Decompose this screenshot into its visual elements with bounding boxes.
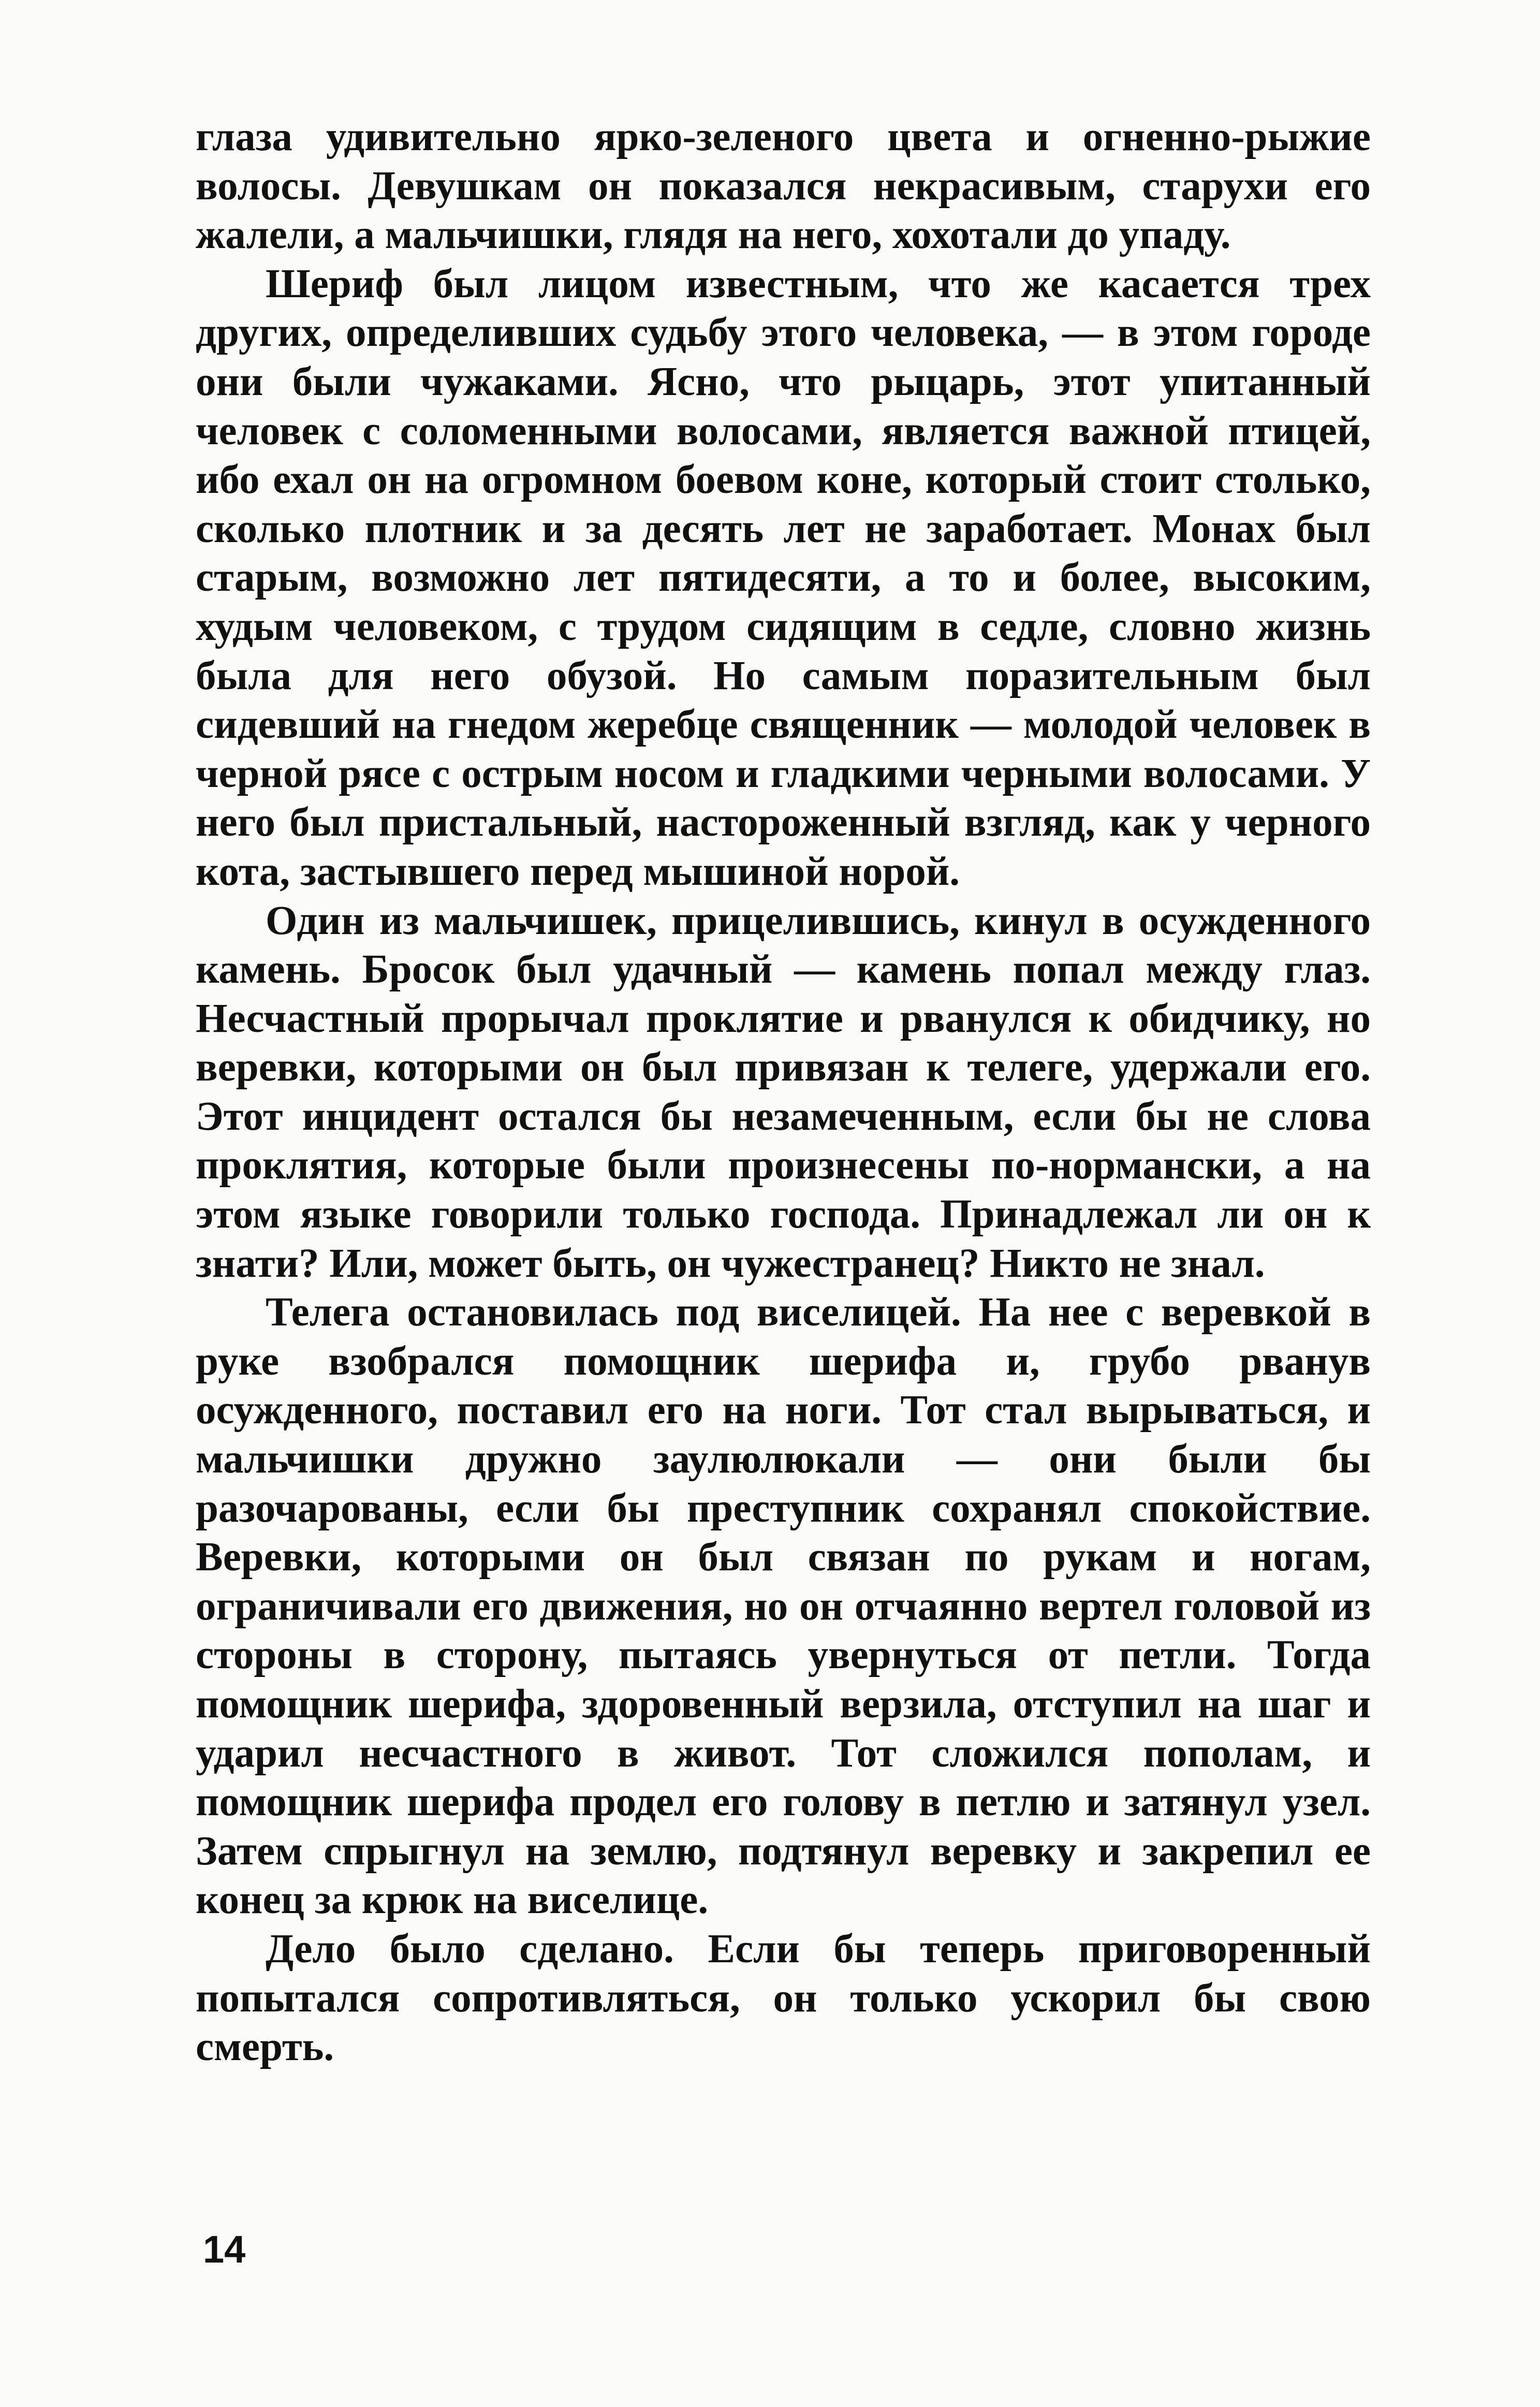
- paragraph: Шериф был лицом известным, что же касается трех других, определивших судьбу этого человека, — в этом городе они были чужаками. Ясно, что рыцарь, этот упитанный человек с соломенными волосами, является важной птицей, ибо ехал он на огромном боевом коне, который стоит столько, сколько плотник и за десять лет не заработает. Монах был старым, возможно лет пятидесяти, а то и более, высоким, худым человеком, с трудом сидящим в седле, словно жизнь была для него обузой. Но самым поразительным был сидевший на гнедом жеребце священник — молодой человек в черной рясе с острым носом и гладкими черными волосами. У него был пристальный, настороженный взгляд, как у черного кота, застывшего перед мышиной норой.: [196, 261, 1371, 894]
- paragraph: глаза удивительно ярко-зеленого цвета и огненно-рыжие волосы. Девушкам он показался некрасивым, старухи его жалели, а мальчишки, глядя на него, хохотали до упаду.: [196, 114, 1371, 258]
- page-number: 14: [203, 2228, 246, 2271]
- paragraph: Дело было сделано. Если бы теперь приговоренный попытался сопротивляться, он только ускорил бы свою смерть.: [196, 1926, 1371, 2070]
- paragraph: Один из мальчишек, прицелившись, кинул в осужденного камень. Бросок был удачный — камень попал между глаз. Несчастный прорычал проклятие и рванулся к обидчику, но веревки, которыми он был привязан к телеге, удержали его. Этот инцидент остался бы незамеченным, если бы не слова проклятия, которые были произнесены по-нормански, а на этом языке говорили только господа. Принадлежал ли он к знати? Или, может быть, он чужестранец? Никто не знал.: [196, 898, 1371, 1286]
- body-text: [196, 113, 1371, 2072]
- paragraph: Телега остановилась под виселицей. На нее с веревкой в руке взобрался помощник шерифа и, грубо рванув осужденного, поставил его на ноги. Тот стал вырываться, и мальчишки дружно заулюлюкали — они были бы разочарованы, если бы преступник сохранял спокойствие. Веревки, которыми он был связан по рукам и ногам, ограничивали его движения, но он отчаянно вертел головой из стороны в сторону, пытаясь увернуться от петли. Тогда помощник шерифа, здоровенный верзила, отступил на шаг и ударил несчастного в живот. Тот сложился пополам, и помощник шерифа продел его голову в петлю и затянул узел. Затем спрыгнул на землю, подтянул веревку и закрепил ее конец за крюк на виселице.: [196, 1290, 1371, 1923]
